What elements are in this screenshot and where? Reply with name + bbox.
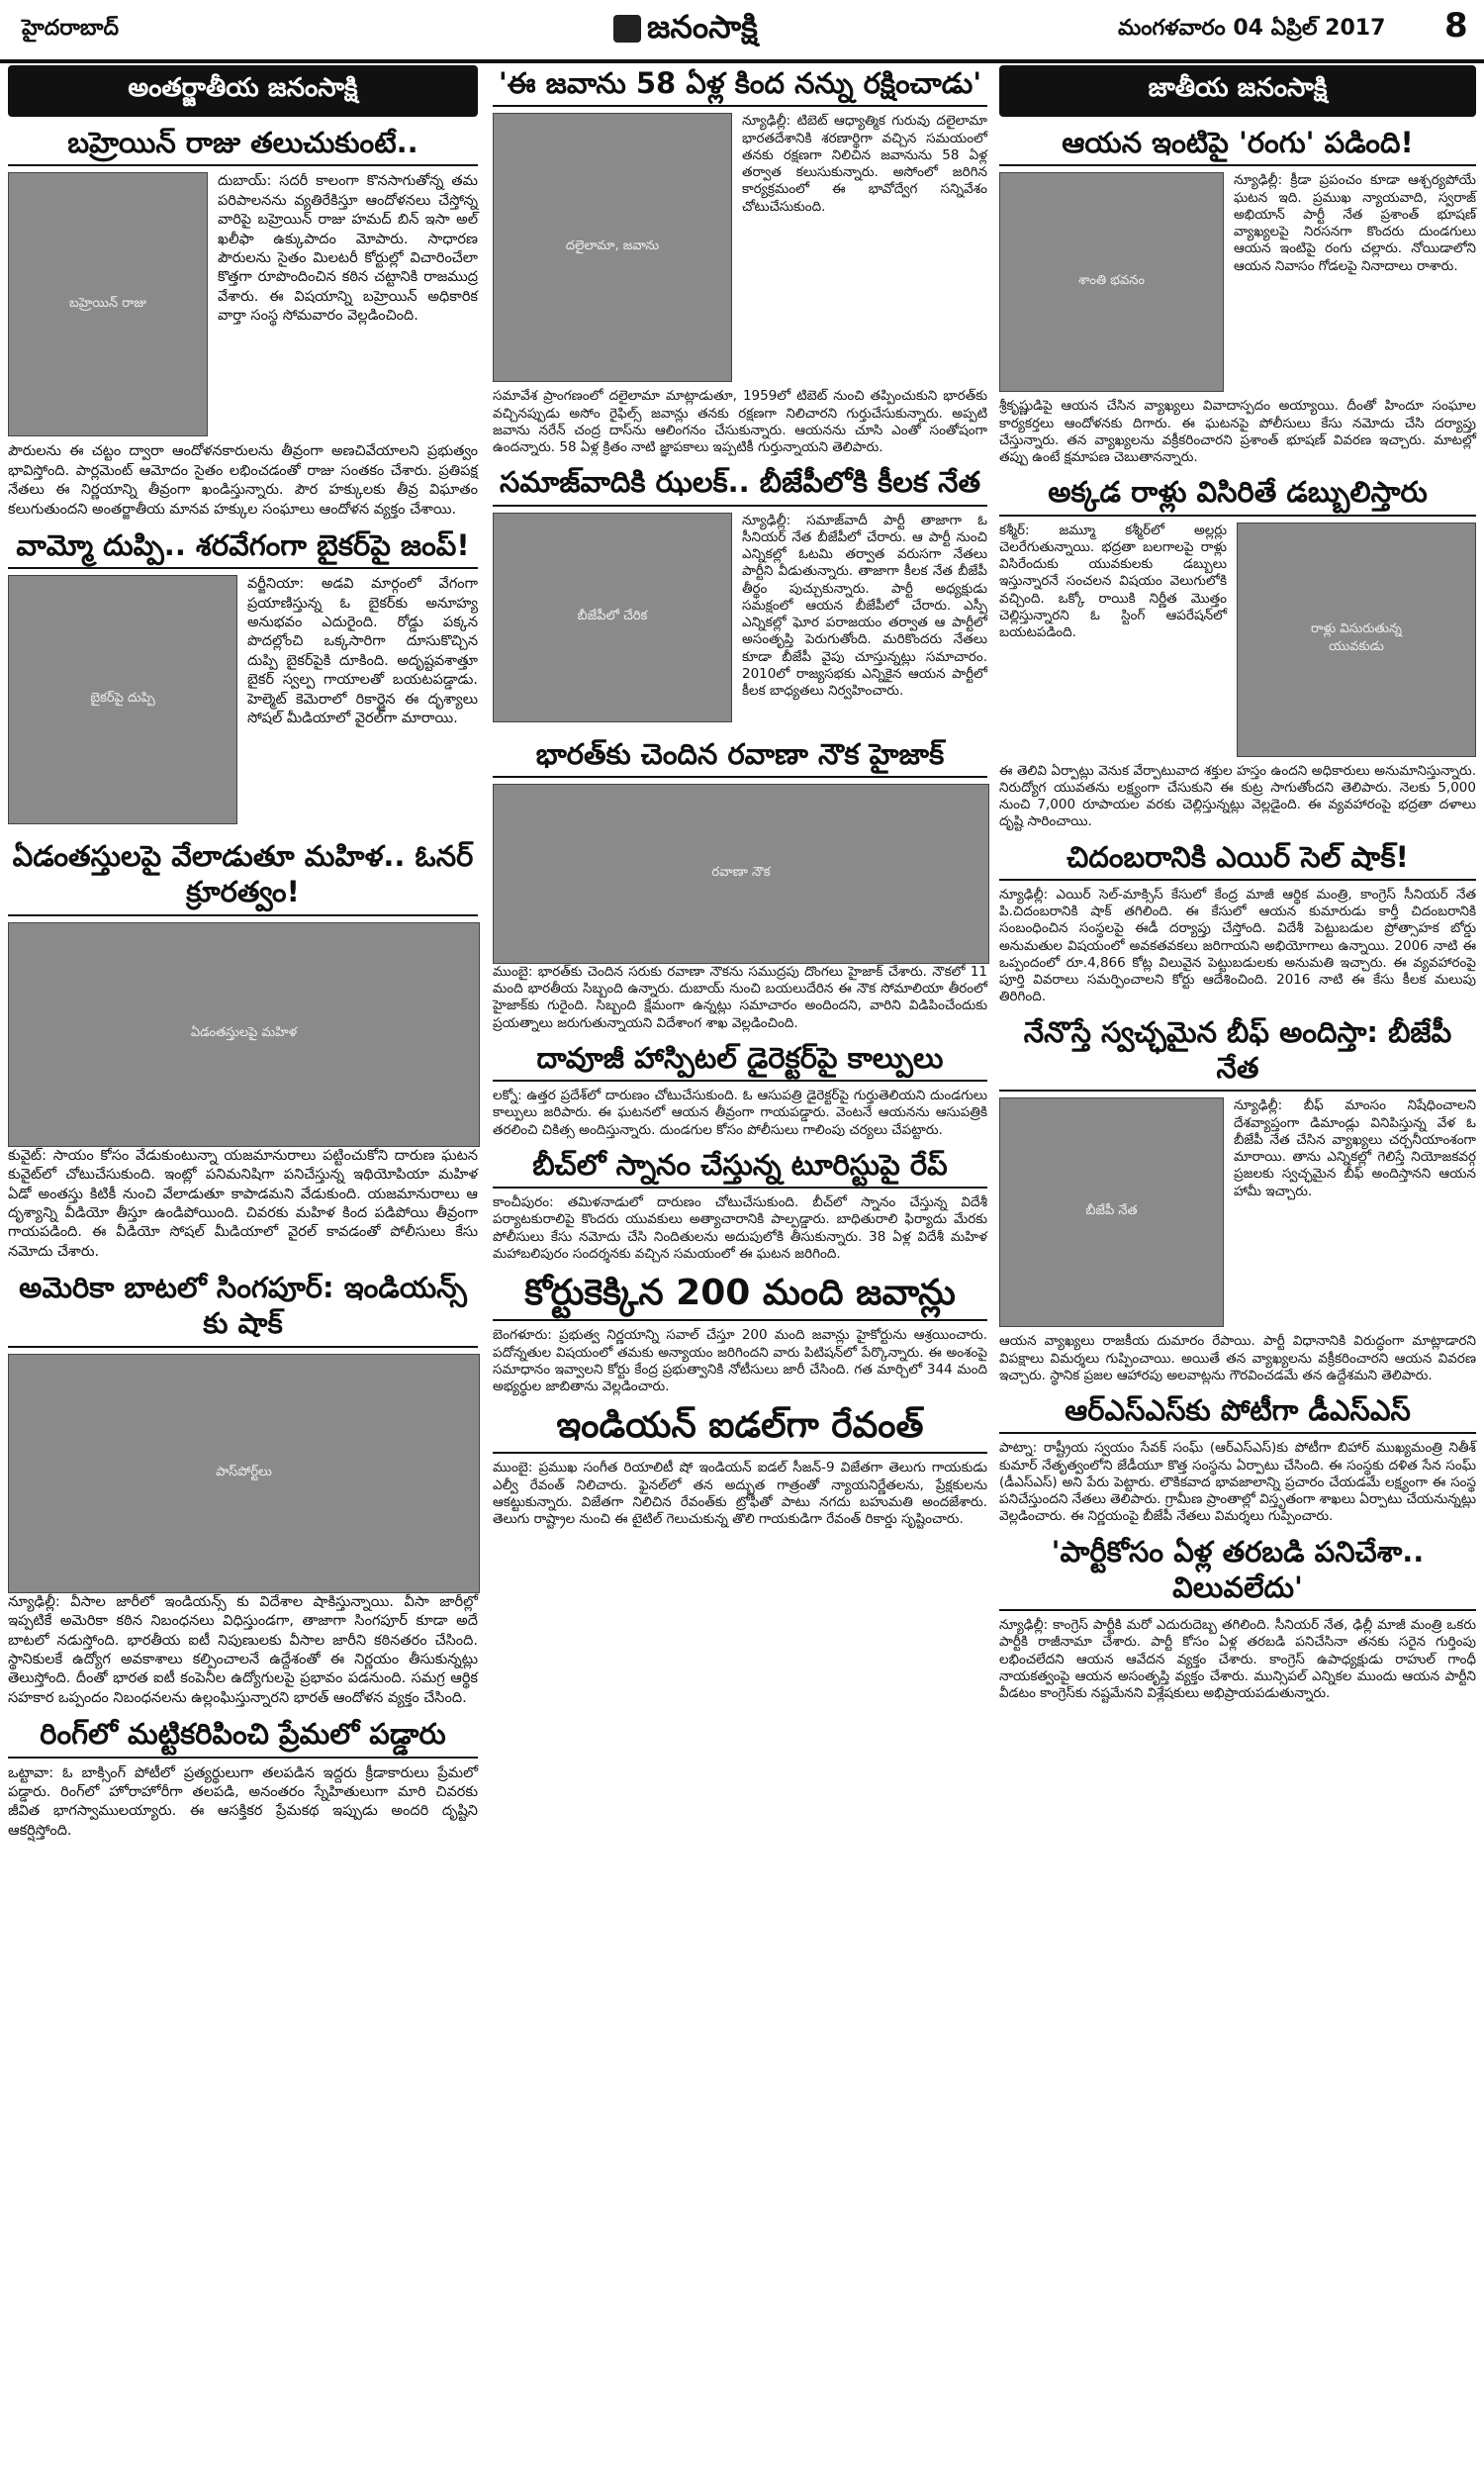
article-photo bbox=[999, 1097, 1224, 1327]
article-colour-house bbox=[999, 125, 1476, 466]
article-body: పౌరులను ఈ చట్టం ద్వారా ఆందోళనకారులను తీవ్రంగా అణచివేయాలని ప్రభుత్వం భావిస్తోంది. పార్లమెంట్ ఆమోదం సైతం లభించడంతో రాజు సంతకం చేశారు. ప్రతిపక్ష నేతలు ఈ నిర్ణయాన్ని తీవ్రంగా ఖండిస్తున్నారు. పౌర హక్కులకు తీవ్ర విఘాతం కలుగుతుందని అంతర్జాతీయ మానవ హక్కుల సంఘాలు ఆందోళన వ్యక్తం చేశాయి. bbox=[8, 443, 478, 518]
photo-caption: దలైలామా, జవాను bbox=[565, 238, 660, 254]
article-body: ముంబై: భారత్‌కు చెందిన సరుకు రవాణా నౌకను సముద్రపు దొంగలు హైజాక్ చేశారు. నౌకలో 11 మంది భారతీయ సిబ్బంది ఉన్నారు. దుబాయ్ నుంచి బయలుదేరిన ఈ నౌక సోమాలియా తీరంలో హైజాక్‌కు గురైంది. సిబ్బంది క్షేమంగా ఉన్నట్లు సమాచారం అందిందని, వారిని విడిపించేందుకు ప్రయత్నాలు జరుగుతున్నాయని విదేశాంగ శాఖ వెల్లడించింది. bbox=[493, 963, 987, 1031]
article-body: కాంచీపురం: తమిళనాడులో దారుణం చోటుచేసుకుంది. బీచ్‌లో స్నానం చేస్తున్న విదేశీ పర్యాటకురాలిపై కొందరు యువకులు అత్యాచారానికి పాల్పడ్డారు. బాధితురాలి ఫిర్యాదు మేరకు పోలీసులు కేసు నమోదు చేసి నిందితులను అదుపులోకి తీసుకున్నారు. 38 ఏళ్ల విదేశీ మహిళ మహాబలిపురం సందర్శనకు వచ్చిన సమయంలో ఈ ఘటన జరిగింది. bbox=[493, 1194, 987, 1262]
article-body: ఈ తెలివి ఏర్పాట్లు వెనుక వేర్పాటువాద శక్తుల హస్తం ఉందని అధికారులు అనుమానిస్తున్నారు. నిరుద్యోగ యువతను లక్ష్యంగా చేసుకుని ఈ కుట్ర సాగుతోందని తెలిపారు. నెలకు 5,000 నుంచి 7,000 రూపాయల వరకు చెల్లిస్తున్నట్లు వెల్లడైంది. ఈ వ్యవహారంపై భద్రతా దళాలు దృష్టి సారించాయి. bbox=[999, 762, 1476, 830]
article-boxing-love bbox=[8, 1716, 478, 1841]
article-body: న్యూఢిల్లీ: బీఫ్ మాంసం నిషేధించాలని దేశవ్యాప్తంగా డిమాండ్లు వినిపిస్తున్న వేళ ఓ బీజేపీ నేత చేసిన వ్యాఖ్యలు చర్చనీయాంశంగా మారాయి. తాను ఎన్నికల్లో గెలిస్తే నియోజకవర్గ ప్రజలకు స్వచ్ఛమైన బీఫ్ అందిస్తానని ఆయన హామీ ఇచ్చారు. bbox=[1234, 1097, 1476, 1199]
photo-caption: బీజేపీ నేత bbox=[1085, 1203, 1138, 1219]
section-banner-national: జాతీయ జనంసాక్షి bbox=[999, 65, 1476, 117]
article-hospital-firing bbox=[493, 1040, 987, 1139]
article-headline: దావూజీ హాస్పిటల్ డైరెక్టర్‌పై కాల్పులు bbox=[493, 1040, 987, 1082]
photo-caption: రవాణా నౌక bbox=[711, 864, 771, 880]
section-banner-international: అంతర్జాతీయ జనంసాక్షి bbox=[8, 65, 478, 117]
article-body: న్యూఢిల్లీ: క్రీడా ప్రపంచం కూడా ఆశ్చర్యపోయే ఘటన ఇది. ప్రముఖ న్యాయవాది, స్వరాజ్ అభియాన్ పార్టీ నేత ప్రశాంత్ భూషణ్ వ్యాఖ్యలపై నిరసనగా కొందరు దుండగులు ఆయన ఇంటిపై రంగు చల్లారు. నోయిడాలోని ఆయన నివాసం గోడలపై నినాదాలు రాశారు. bbox=[1234, 172, 1476, 274]
article-headline: బహ్రెయిన్ రాజు తలుచుకుంటే.. bbox=[8, 125, 478, 166]
article-dss bbox=[999, 1392, 1476, 1526]
article-body: సమావేశ ప్రాంగణంలో దలైలామా మాట్లాడుతూ, 1959లో టిబెట్ నుంచి తప్పించుకుని భారత్‌కు వచ్చినప్పుడు అసోం రైఫిల్స్ జవాన్లు తనకు రక్షణగా నిలిచారని గుర్తుచేసుకున్నారు. అప్పటి జవాను నరేన్ చంద్ర దాస్‌ను ఆలింగనం చేసుకున్నారు. ఆయనను చూసి ఎంతో సంతోషంగా ఉందన్నారు. 58 ఏళ్ల క్రితం నాటి జ్ఞాపకాలు ఇప్పటికీ గుర్తున్నాయని తెలిపారు. bbox=[493, 388, 987, 456]
article-indian-idol bbox=[493, 1403, 987, 1528]
photo-caption: పాస్‌పోర్ట్‌లు bbox=[216, 1464, 272, 1479]
article-headline: సమాజ్‌వాదికి ఝలక్.. బీజేపీలోకి కీలక నేత bbox=[493, 464, 987, 506]
article-beef bbox=[999, 1014, 1476, 1384]
article-body: పాట్నా: రాష్ట్రీయ స్వయం సేవక్ సంఘ్ (ఆర్‌ఎస్‌ఎస్)కు పోటీగా బిహార్ ముఖ్యమంత్రి నితీశ్ కుమార్ నేతృత్వంలోని జేడీయూ కొత్త సంస్థను ఏర్పాటు చేసింది. ఈ సంస్థకు దళిత సేన సంఘ్ (డీఎస్ఎస్) అని పేరు పెట్టారు. లౌకికవాద భావజాలాన్ని ప్రచారం చేయడమే లక్ష్యంగా ఈ సంస్థ పనిచేస్తుందని నేతలు తెలిపారు. గ్రామీణ ప్రాంతాల్లో విస్తృతంగా శాఖలు ఏర్పాటు చేయనున్నట్లు వెల్లడించారు. ఈ నిర్ణయంపై బీజేపీ నేతలు విమర్శలు గుప్పించారు. bbox=[999, 1440, 1476, 1525]
article-dalai-lama bbox=[493, 65, 987, 456]
article-headline: నేనొస్తే స్వచ్ఛమైన బీఫ్ అందిస్తా: బీజేపీ నేత bbox=[999, 1014, 1476, 1093]
article-headline: ఆర్‌ఎస్‌ఎస్‌కు పోటీగా డీఎస్ఎస్ bbox=[999, 1392, 1476, 1434]
article-body: న్యూఢిల్లీ: ఎయిర్ సెల్-మాక్సిస్ కేసులో కేంద్ర మాజీ ఆర్థిక మంత్రి, కాంగ్రెస్ సీనియర్ నేత పి.చిదంబరానికి షాక్ తగిలింది. ఈ కేసులో ఆయన కుమారుడు కార్తీ చిదంబరానికి సంబంధించిన సంస్థలపై ఈడీ దర్యాప్తు చేస్తోంది. విదేశీ పెట్టుబడుల ప్రోత్సాహక బోర్డు అనుమతుల విషయంలో అవకతవకలు జరిగాయని అభియోగాలు ఉన్నాయి. 2006 నాటి ఈ ఒప్పందంలో రూ.4,866 కోట్ల విలువైన పెట్టుబడులకు అనుమతి ఇచ్చారు. ఈ వ్యవహారంపై పూర్తి వివరాలు సమర్పించాలని కోర్టు ఆదేశించింది. 2016 నాటి ఈ కేసు కీలక మలుపు తిరిగింది. bbox=[999, 886, 1476, 1005]
article-body: బెంగళూరు: ప్రభుత్వ నిర్ణయాన్ని సవాల్ చేస్తూ 200 మంది జవాన్లు హైకోర్టును ఆశ్రయించారు. పదోన్నతుల విషయంలో తమకు అన్యాయం జరిగిందని వారు పిటిషన్‌లో పేర్కొన్నారు. ఈ అంశంపై సమాధానం ఇవ్వాలని కోర్టు కేంద్ర ప్రభుత్వానికి నోటీసులు జారీ చేసింది. గత మార్చిలో 344 మంది అభ్యర్థుల జాబితాను వెల్లడించారు. bbox=[493, 1327, 987, 1395]
article-photo bbox=[493, 784, 989, 964]
article-headline: చిదంబరానికి ఎయిర్ సెల్ షాక్! bbox=[999, 839, 1476, 881]
article-headline: ఏడంతస్తులపై వేలాడుతూ మహిళ.. ఓనర్ క్రూరత్వం! bbox=[8, 838, 478, 916]
photo-caption: శాంతి భవనం bbox=[1078, 273, 1145, 289]
article-ship-hijack bbox=[493, 736, 987, 1032]
article-headline: కోర్టుకెక్కిన 200 మంది జవాన్లు bbox=[493, 1271, 987, 1321]
article-headline: 'పార్టీకోసం ఏళ్ల తరబడి పనిచేశా.. విలువలేదు' bbox=[999, 1534, 1476, 1612]
article-kuwait-maid bbox=[8, 838, 478, 1262]
article-body: న్యూఢిల్లీ: కాంగ్రెస్ పార్టీకి మరో ఎదురుదెబ్బ తగిలింది. సీనియర్ నేత, ఢిల్లీ మాజీ మంత్రి ఒకరు పార్టీకి రాజీనామా చేశారు. పార్టీ కోసం ఏళ్ల తరబడి పనిచేసినా తనకు సరైన గుర్తింపు లభించలేదని ఆయన ఆవేదన వ్యక్తం చేశారు. కాంగ్రెస్ ఉపాధ్యక్షుడు రాహుల్ గాంధీ నాయకత్వంపై ఆయన అసంతృప్తి వ్యక్తం చేశారు. మున్సిపల్ ఎన్నికల ముందు ఆయన పార్టీని వీడటం కాంగ్రెస్‌కు నష్టమేనని విశ్లేషకులు అభిప్రాయపడుతున్నారు. bbox=[999, 1617, 1476, 1702]
newspaper-logo-icon bbox=[613, 15, 641, 43]
article-photo bbox=[8, 922, 480, 1147]
masthead-city: హైదరాబాద్ bbox=[22, 16, 119, 41]
article-headline: అమెరికా బాటలో సింగపూర్: ఇండియన్స్ కు షాక్ bbox=[8, 1270, 478, 1348]
article-singapore-visa bbox=[8, 1270, 478, 1708]
article-body: న్యూఢిల్లీ: వీసాల జారీలో ఇండియన్స్ కు విదేశాల షాకిస్తున్నాయి. వీసా జారీల్లో ఇప్పటికే అమెరికా కఠిన నిబంధనలు విధిస్తుండగా, తాజాగా సింగపూర్ కూడా అదే బాటలో నడుస్తోంది. భారతీయ ఐటీ నిపుణులకు వీసాల జారీని కఠినతరం చేసింది. స్థానికులకే ఉద్యోగ అవకాశాలు కల్పించాలనే ఉద్దేశంతో ఈ నిర్ణయం తీసుకున్నట్లు తెలుస్తోంది. దీంతో భారత ఐటీ కంపెనీల ఉద్యోగులపై ప్రభావం పడనుంది. సమగ్ర ఆర్థిక సహకార ఒప్పందం నిబంధనలను ఉల్లంఘిస్తున్నారని భారత్ ఆందోళన వ్యక్తం చేసింది. bbox=[8, 1593, 478, 1706]
article-bahrain bbox=[8, 125, 478, 520]
photo-caption: ఏడంతస్తులపై మహిళ bbox=[190, 1025, 298, 1041]
article-headline: అక్కడ రాళ్లు విసిరితే డబ్బులిస్తారు bbox=[999, 474, 1476, 516]
article-photo bbox=[493, 113, 732, 382]
article-chidambaram bbox=[999, 839, 1476, 1006]
masthead-logo bbox=[613, 8, 758, 53]
article-body: న్యూఢిల్లీ: టిబెట్ ఆధ్యాత్మిక గురువు దలైలామా భారతదేశానికి శరణార్థిగా వచ్చిన సమయంలో తనకు రక్షణగా నిలిచిన జవానును 58 ఏళ్ల తర్వాత కలుసుకున్నారు. అసోంలో జరిగిన కార్యక్రమంలో ఈ భావోద్వేగ సన్నివేశం చోటుచేసుకుంది. bbox=[742, 113, 987, 215]
article-body: ఒట్టావా: ఓ బాక్సింగ్ పోటీలో ప్రత్యర్థులుగా తలపడిన ఇద్దరు క్రీడాకారులు ప్రేమలో పడ్డారు. రింగ్‌లో హోరాహోరీగా తలపడి, అనంతరం స్నేహితులుగా మారి చివరకు జీవిత భాగస్వాములయ్యారు. ఈ ఆసక్తికర ప్రేమకథ ఇప్పుడు అందరి దృష్టిని ఆకర్షిస్తోంది. bbox=[8, 1764, 478, 1839]
masthead-date: మంగళవారం 04 ఏప్రిల్ 2017 bbox=[1118, 16, 1386, 41]
article-jawans-court bbox=[493, 1271, 987, 1395]
article-photo bbox=[999, 172, 1224, 392]
article-body: లక్నో: ఉత్తర ప్రదేశ్‌లో దారుణం చోటుచేసుకుంది. ఓ ఆసుపత్రి డైరెక్టర్‌పై గుర్తుతెలియని దుండగులు కాల్పులు జరిపారు. ఈ ఘటనలో ఆయన తీవ్రంగా గాయపడ్డారు. వెంటనే ఆయనను ఆసుపత్రికి తరలించి చికిత్స అందిస్తున్నారు. దుండగుల కోసం పోలీసులు గాలింపు చర్యలు చేపట్టారు. bbox=[493, 1088, 987, 1138]
article-headline: ఇండియన్ ఐడల్‌గా రేవంత్ bbox=[493, 1403, 987, 1454]
article-beach-crime bbox=[493, 1147, 987, 1263]
photo-caption: రాళ్లు విసురుతున్న యువకుడు bbox=[1310, 621, 1403, 655]
page-number: 8 bbox=[1444, 6, 1468, 46]
article-headline: రింగ్‌లో మట్టికరిపించి ప్రేమలో పడ్డారు bbox=[8, 1716, 478, 1758]
article-party-resign bbox=[999, 1534, 1476, 1703]
article-headline: వామ్మో దుప్పి.. శరవేగంగా బైకర్‌పై జంప్! bbox=[8, 527, 478, 569]
article-body: దుబాయ్: సదరీ కాలంగా కొనసాగుతోన్న తమ పరిపాలనను వ్యతిరేకిస్తూ ఆందోళనలు చేస్తోన్న వారిపై బహ్రెయిన్ రాజు హమద్ బిన్ ఇసా అల్ ఖలీఫా ఉక్కుపాదం మోపారు. సాధారణ పౌరులను సైతం మిలటరీ కోర్టుల్లో విచారించేలా కొత్తగా రూపొందించిన కఠిన చట్టానికి రాజముద్ర వేశారు. ఈ విషయాన్ని బహ్రెయిన్ అధికారిక వార్తా సంస్థ సోమవారం వెల్లడించింది. bbox=[218, 173, 478, 325]
article-headline: ఆయన ఇంటిపై 'రంగు' పడింది! bbox=[999, 125, 1476, 166]
column-national bbox=[999, 65, 1476, 1706]
article-body: వర్జీనియా: అడవి మార్గంలో వేగంగా ప్రయాణిస్తున్న ఓ బైకర్‌కు అనూహ్య అనుభవం ఎదురైంది. రోడ్డు పక్కన పొదల్లోంచి ఒక్కసారిగా దూసుకొచ్చిన దుప్పి బైకర్‌పైకి దూకింది. అదృష్టవశాత్తూ బైకర్ స్వల్ప గాయాలతో బయటపడ్డాడు. హెల్మెట్ కెమెరాలో రికార్డైన ఈ దృశ్యాలు సోషల్ మీడియాలో వైరల్‌గా మారాయి. bbox=[247, 576, 478, 727]
photo-caption: బహ్రెయిన్ రాజు bbox=[69, 295, 146, 311]
article-body: ముంబై: ప్రముఖ సంగీత రియాలిటీ షో ఇండియన్ ఐడల్ సీజన్-9 విజేతగా తెలుగు గాయకుడు ఎల్వీ రేవంత్ నిలిచారు. ఫైనల్‌లో తన అద్భుత గాత్రంతో న్యాయనిర్ణేతలను, ప్రేక్షకులను ఆకట్టుకున్నారు. విజేతగా నిలిచిన రేవంత్‌కు ట్రోఫీతో పాటు నగదు బహుమతి అందజేశారు. తెలుగు రాష్ట్రాల నుంచి ఈ టైటిల్ గెలుచుకున్న తొలి గాయకుడిగా రేవంత్ రికార్డు సృష్టించారు. bbox=[493, 1460, 987, 1528]
article-photo bbox=[8, 172, 208, 436]
article-stone-pelting bbox=[999, 474, 1476, 830]
article-deer-biker bbox=[8, 527, 478, 830]
article-body: కశ్మీర్: జమ్మూ కశ్మీర్‌లో అల్లర్లు చెలరేగుతున్నాయి. భద్రతా బలగాలపై రాళ్లు విసిరేందుకు యువకులకు డబ్బులు ఇస్తున్నారనే సంచలన విషయం వెలుగులోకి వచ్చింది. ఒక్కో రాయికి నిర్ణీత మొత్తం చెల్లిస్తున్నారని ఓ స్టింగ్ ఆపరేషన్‌లో బయటపడింది. bbox=[999, 522, 1227, 641]
photo-caption: బైకర్‌పై దుప్పి bbox=[90, 691, 155, 707]
masthead bbox=[0, 0, 1484, 63]
column-center bbox=[493, 65, 987, 1532]
article-body: ఆయన వ్యాఖ్యలు రాజకీయ దుమారం రేపాయి. పార్టీ విధానానికి విరుద్ధంగా మాట్లాడారని విపక్షాలు విమర్శలు గుప్పించాయి. అయితే తన వ్యాఖ్యలను వక్రీకరించారని ఆయన వివరణ ఇచ్చారు. స్థానిక ప్రజల ఆహారపు అలవాట్లను గౌరవించడమే తన ఉద్దేశమని తెలిపారు. bbox=[999, 1333, 1476, 1383]
article-headline: 'ఈ జవాను 58 ఏళ్ల కింద నన్ను రక్షించాడు' bbox=[493, 65, 987, 107]
article-photo bbox=[8, 575, 237, 824]
article-headline: బీచ్‌లో స్నానం చేస్తున్న టూరిస్టుపై రేప్ bbox=[493, 1147, 987, 1189]
column-international bbox=[8, 65, 478, 1845]
photo-caption: బీజేపీలో చేరిక bbox=[577, 608, 648, 623]
masthead-logo-text: జనంసాక్షి bbox=[647, 8, 758, 46]
article-photo bbox=[493, 513, 732, 722]
article-body: శ్రీకృష్ణుడిపై ఆయన చేసిన వ్యాఖ్యలు వివాదాస్పదం అయ్యాయి. దీంతో హిందూ సంఘాల కార్యకర్తలు ఆందోళనకు దిగారు. ఈ ఘటనపై పోలీసులు కేసు నమోదు చేసి దర్యాప్తు చేస్తున్నారు. తన వ్యాఖ్యలను వక్రీకరించారని ప్రశాంత్ భూషణ్ వివరణ ఇచ్చారు. మాటల్లో తప్పు ఉంటే క్షమాపణ చెబుతానన్నారు. bbox=[999, 398, 1476, 466]
article-body: కువైట్: సాయం కోసం వేడుకుంటున్నా యజమానురాలు పట్టించుకోని దారుణ ఘటన కువైట్‌లో చోటుచేసుకుంది. ఇంట్లో పనిమనిషిగా పనిచేస్తున్న ఇథియోపియా మహిళ ఏడో అంతస్తు కిటికీ నుంచి వేలాడుతూ కాపాడమని వేడుకుంది. యజమానురాలు ఆ దృశ్యాన్ని వీడియో తీస్తూ ఉండిపోయింది. చివరకు మహిళ కింద పడిపోయి తీవ్రంగా గాయపడింది. ఈ వీడియో సోషల్ మీడియాలో వైరల్ కావడంతో పోలీసులు కేసు నమోదు చేశారు. bbox=[8, 1147, 478, 1260]
article-sp-bjp bbox=[493, 464, 987, 727]
article-photo bbox=[1237, 523, 1476, 757]
article-body: న్యూఢిల్లీ: సమాజ్‌వాదీ పార్టీ తాజాగా ఓ సీనియర్ నేత బీజేపీలో చేరారు. ఆ పార్టీ నుంచి ఎన్నికల్లో ఓటమి తర్వాత వరుసగా నేతలు పార్టీని వీడుతున్నారు. తాజాగా కీలక నేత బీజేపీ తీర్థం పుచ్చుకున్నారు. పార్టీ అధ్యక్షుడు సమక్షంలో ఆయన బీజేపీలో చేరారు. ఎస్పీ ఎన్నికల్లో ఘోర పరాజయం తర్వాత ఆ పార్టీలో అసంతృప్తి పెరుగుతోంది. మరికొందరు నేతలు కూడా బీజేపీ వైపు చూస్తున్నట్లు సమాచారం. 2010లో రాజ్యసభకు ఎన్నికైన ఆయన పార్టీలో కీలక బాధ్యతలు నిర్వహించారు. bbox=[742, 512, 987, 700]
article-photo bbox=[8, 1354, 480, 1593]
article-headline: భారత్‌కు చెందిన రవాణా నౌక హైజాక్ bbox=[493, 736, 987, 778]
